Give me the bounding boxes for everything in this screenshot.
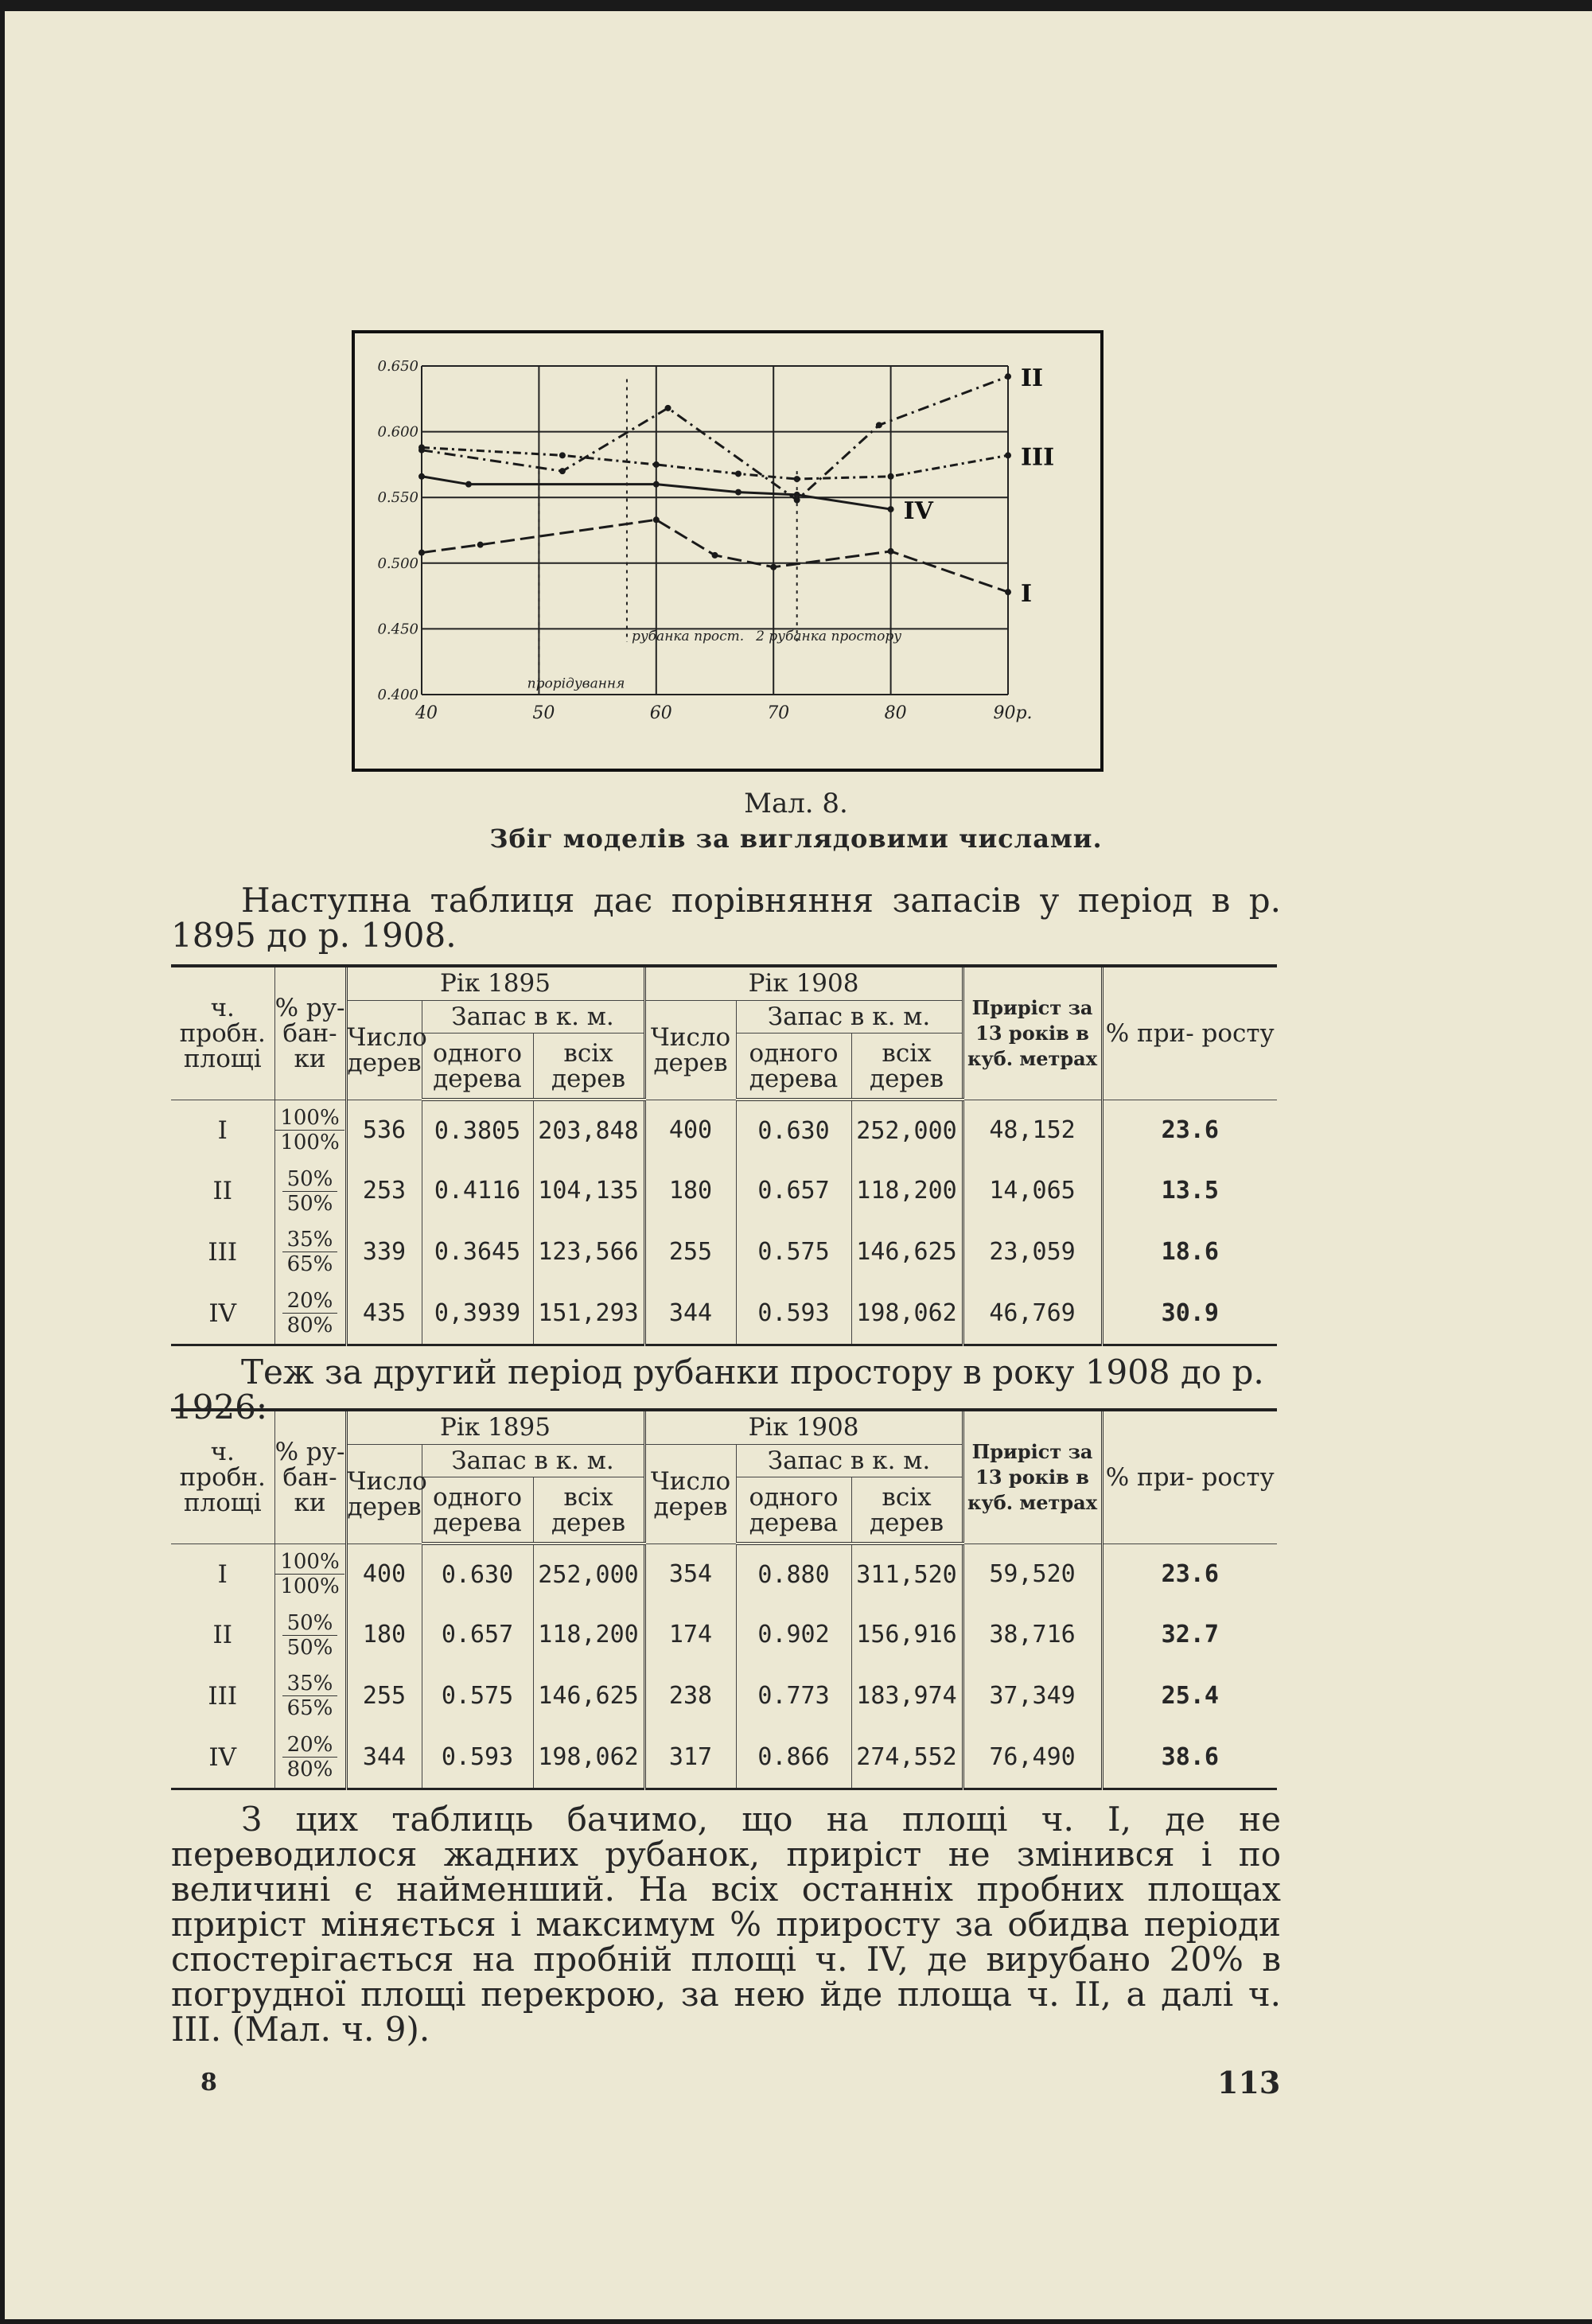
- cell-count-b: 354: [644, 1543, 736, 1605]
- cut-pct-bottom: 50%: [286, 1191, 333, 1216]
- signature-mark: 8: [200, 2069, 217, 2096]
- header-cut-pct: % ру- бан- ки: [274, 966, 346, 1100]
- cell-count-b: 344: [644, 1283, 736, 1345]
- page-number: 113: [1217, 2065, 1281, 2100]
- table-row: [171, 1605, 1277, 1665]
- table-row: [171, 1543, 1277, 1605]
- series-label: II: [1021, 364, 1044, 393]
- cell-growth: 59,520: [963, 1543, 1102, 1605]
- cut-pct-bottom: 100%: [280, 1575, 340, 1599]
- cell-growth: 76,490: [963, 1726, 1102, 1789]
- cell-one-tree-a: 0.630: [422, 1543, 533, 1605]
- chart-frame: [353, 332, 1102, 770]
- figure-number: Мал. 8.: [744, 788, 848, 819]
- cell-one-tree-b: 0.630: [736, 1100, 851, 1161]
- cut-pct-bottom: 80%: [286, 1314, 333, 1338]
- scan-top-edge: [0, 0, 1592, 11]
- x-tick-label: 80: [884, 703, 907, 723]
- cell-one-tree-b: 0.593: [736, 1283, 851, 1345]
- header-pct-growth: % при- росту: [1102, 966, 1277, 1100]
- cut-pct-bottom: 100%: [280, 1131, 340, 1155]
- cell-cut-pct: [274, 1161, 346, 1221]
- conclusion-paragraph: З цих таблиць бачимо, що на площі ч. I, де не переводилося жадних рубанок, приріст не змінився і по величині є найменший. На всіх останніх пробних площах приріст міняється і максимум % приросту за обидва періоди спостерігається на пробній площі ч. IV, де вирубано 20% в погрудної площі перекрою, за нею йде площа ч. II, а далі ч. III. (Мал. ч. 9).: [171, 1800, 1281, 2049]
- header-plot: ч. пробн. площі: [171, 1410, 274, 1543]
- data-point: [712, 552, 718, 559]
- header-year-a: Рік 1895: [346, 1410, 644, 1444]
- cut-pct-top: 50%: [282, 1611, 338, 1636]
- y-tick-label: 0.550: [377, 489, 418, 507]
- header-one-tree-a: одного дерева: [422, 1034, 533, 1100]
- data-point: [559, 468, 566, 474]
- header-pct-growth: % при- росту: [1102, 1410, 1277, 1543]
- cut-pct-bottom: 65%: [286, 1696, 333, 1721]
- cell-count-b: 180: [644, 1161, 736, 1221]
- data-point: [888, 548, 894, 555]
- cell-one-tree-b: 0.773: [736, 1666, 851, 1726]
- table-row: [171, 1222, 1277, 1283]
- series-line-II: [422, 376, 1008, 500]
- header-stock-a: Запас в к. м.: [422, 1000, 644, 1033]
- cell-count-b: 174: [644, 1605, 736, 1665]
- header-growth: Приріст за 13 років в куб. метрах: [963, 1410, 1102, 1543]
- annotation-text: 2 рубанка простору: [756, 628, 902, 644]
- cell-count-b: 255: [644, 1222, 736, 1283]
- cell-one-tree-a: 0.4116: [422, 1161, 533, 1221]
- table-row: [171, 1161, 1277, 1221]
- cell-all-trees-b: 274,552: [851, 1726, 963, 1789]
- figure-chart: [352, 330, 1104, 772]
- table-row: [171, 1283, 1277, 1345]
- y-tick-label: 0.450: [377, 621, 418, 638]
- cell-all-trees-b: 146,625: [851, 1222, 963, 1283]
- data-point: [418, 473, 425, 480]
- cell-growth: 38,716: [963, 1605, 1102, 1665]
- cell-growth: 46,769: [963, 1283, 1102, 1345]
- cell-all-trees-b: 252,000: [851, 1100, 963, 1161]
- data-point: [653, 481, 660, 488]
- cell-growth: 37,349: [963, 1666, 1102, 1726]
- cell-count-a: 255: [346, 1666, 422, 1726]
- cell-cut-pct: [274, 1666, 346, 1726]
- cell-cut-pct: [274, 1605, 346, 1665]
- cell-count-a: 180: [346, 1605, 422, 1665]
- series-label: III: [1021, 443, 1055, 472]
- data-point: [477, 542, 484, 548]
- cell-count-b: 400: [644, 1100, 736, 1161]
- cell-one-tree-a: 0,3939: [422, 1283, 533, 1345]
- cell-count-a: 339: [346, 1222, 422, 1283]
- table-row: [171, 1726, 1277, 1789]
- header-count-a: Число дерев: [346, 1444, 422, 1543]
- cell-pct-growth: 23.6: [1102, 1543, 1277, 1605]
- cell-count-b: 238: [644, 1666, 736, 1726]
- data-point: [653, 516, 660, 523]
- header-stock-a: Запас в к. м.: [422, 1444, 644, 1477]
- x-tick-label: 50: [532, 703, 555, 723]
- cell-all-trees-a: 198,062: [533, 1726, 644, 1789]
- header-count-b: Число дерев: [644, 1444, 736, 1543]
- cell-plot: I: [217, 1115, 228, 1145]
- cell-count-a: 344: [346, 1726, 422, 1789]
- cut-pct-bottom: 65%: [286, 1252, 333, 1277]
- cell-all-trees-a: 104,135: [533, 1161, 644, 1221]
- data-point: [876, 422, 882, 428]
- series-label: IV: [903, 497, 933, 526]
- cut-pct-bottom: 80%: [286, 1758, 333, 1782]
- cell-one-tree-b: 0.657: [736, 1161, 851, 1221]
- table-1908-1926: [171, 1408, 1277, 1790]
- cell-plot: IV: [171, 1726, 274, 1789]
- header-one-tree-b: одного дерева: [736, 1034, 851, 1100]
- cell-pct-growth: 23.6: [1102, 1100, 1277, 1161]
- series-label: I: [1021, 580, 1033, 609]
- cell-plot: III: [208, 1681, 238, 1711]
- cell-all-trees-b: 198,062: [851, 1283, 963, 1345]
- table-1895-1908: [171, 964, 1277, 1346]
- cell-all-trees-a: 123,566: [533, 1222, 644, 1283]
- annotation-text: прорідування: [527, 675, 625, 692]
- cut-pct-top: 100%: [275, 1550, 344, 1575]
- intro-paragraph: Наступна таблиця дає порівняння запасів у період в р. 1895 до р. 1908.: [171, 881, 1281, 955]
- cell-pct-growth: 25.4: [1102, 1666, 1277, 1726]
- cell-one-tree-a: 0.3805: [422, 1100, 533, 1161]
- header-count-b: Число дерев: [644, 1000, 736, 1100]
- cell-growth: 23,059: [963, 1222, 1102, 1283]
- table-row: [171, 1666, 1277, 1726]
- cell-growth: 14,065: [963, 1161, 1102, 1221]
- cell-count-a: 400: [346, 1543, 422, 1605]
- data-point: [735, 470, 742, 477]
- cell-all-trees-a: 146,625: [533, 1666, 644, 1726]
- x-tick-label: 90р.: [993, 703, 1033, 723]
- header-year-a: Рік 1895: [346, 966, 644, 1000]
- cell-plot: I: [217, 1559, 228, 1589]
- cell-pct-growth: 18.6: [1102, 1222, 1277, 1283]
- data-point: [653, 461, 660, 468]
- cell-plot: IV: [171, 1283, 274, 1345]
- data-point: [888, 473, 894, 480]
- header-all-trees-b: всіх дерев: [851, 1477, 963, 1543]
- header-one-tree-a: одного дерева: [422, 1477, 533, 1543]
- between-paragraph: Теж за другий період рубанки простору в року 1908 до р. 1926:: [171, 1353, 1264, 1427]
- cell-count-a: 253: [346, 1161, 422, 1221]
- header-year-b: Рік 1908: [644, 1410, 963, 1444]
- data-point: [418, 550, 425, 556]
- cell-all-trees-b: 156,916: [851, 1605, 963, 1665]
- cut-pct-top: 35%: [282, 1672, 338, 1696]
- cell-count-b: 317: [644, 1726, 736, 1789]
- x-tick-label: 40: [415, 703, 438, 723]
- cell-growth: 48,152: [963, 1100, 1102, 1161]
- y-tick-label: 0.600: [377, 423, 418, 441]
- data-point: [418, 444, 425, 450]
- cell-all-trees-a: 203,848: [533, 1100, 644, 1161]
- data-point: [1005, 452, 1011, 458]
- cut-pct-top: 20%: [282, 1289, 338, 1314]
- cell-one-tree-b: 0.902: [736, 1605, 851, 1665]
- cell-cut-pct: [274, 1726, 346, 1789]
- cell-one-tree-b: 0.866: [736, 1726, 851, 1789]
- header-count-a: Число дерев: [346, 1000, 422, 1100]
- cell-one-tree-b: 0.575: [736, 1222, 851, 1283]
- data-point: [1005, 373, 1011, 380]
- x-tick-label: 60: [649, 703, 672, 723]
- cell-all-trees-b: 183,974: [851, 1666, 963, 1726]
- cell-cut-pct: [274, 1100, 346, 1161]
- data-point: [465, 481, 472, 488]
- cell-count-a: 536: [346, 1100, 422, 1161]
- y-tick-label: 0.500: [377, 555, 418, 572]
- cell-plot: II: [212, 1177, 232, 1206]
- table-row: [171, 1100, 1277, 1161]
- cut-pct-bottom: 50%: [286, 1635, 333, 1660]
- annotation-text: рубанка прост.: [631, 628, 745, 644]
- data-point: [1005, 589, 1011, 595]
- cell-one-tree-b: 0.880: [736, 1543, 851, 1605]
- header-stock-b: Запас в к. м.: [736, 1000, 963, 1033]
- header-all-trees-b: всіх дерев: [851, 1034, 963, 1100]
- cell-pct-growth: 30.9: [1102, 1283, 1277, 1345]
- cut-pct-top: 35%: [282, 1228, 338, 1252]
- cell-plot: III: [208, 1237, 238, 1267]
- cut-pct-top: 100%: [275, 1106, 344, 1131]
- header-all-trees-a: всіх дерев: [533, 1477, 644, 1543]
- cut-pct-top: 20%: [282, 1733, 338, 1758]
- x-tick-label: 70: [767, 703, 790, 723]
- data-point: [735, 489, 742, 496]
- header-one-tree-b: одного дерева: [736, 1477, 851, 1543]
- cell-cut-pct: [274, 1543, 346, 1605]
- cell-count-a: 435: [346, 1283, 422, 1345]
- cut-pct-top: 50%: [282, 1167, 338, 1192]
- data-point: [665, 405, 671, 411]
- cell-cut-pct: [274, 1283, 346, 1345]
- header-stock-b: Запас в к. м.: [736, 1444, 963, 1477]
- figure-title: Збіг моделів за виглядовими числами.: [489, 823, 1103, 854]
- data-point: [888, 506, 894, 512]
- cell-all-trees-a: 151,293: [533, 1283, 644, 1345]
- cell-cut-pct: [274, 1222, 346, 1283]
- cell-pct-growth: 38.6: [1102, 1726, 1277, 1789]
- cell-one-tree-a: 0.657: [422, 1605, 533, 1665]
- cell-pct-growth: 32.7: [1102, 1605, 1277, 1665]
- data-point: [559, 452, 566, 458]
- cell-pct-growth: 13.5: [1102, 1161, 1277, 1221]
- header-growth: Приріст за 13 років в куб. метрах: [963, 966, 1102, 1100]
- scan-bottom-edge: [0, 2319, 1592, 2324]
- chart-svg: [352, 330, 1104, 772]
- header-cut-pct: % ру- бан- ки: [274, 1410, 346, 1543]
- cell-all-trees-a: 252,000: [533, 1543, 644, 1605]
- cell-one-tree-a: 0.3645: [422, 1222, 533, 1283]
- cell-all-trees-b: 118,200: [851, 1161, 963, 1221]
- cell-one-tree-a: 0.575: [422, 1666, 533, 1726]
- cell-all-trees-a: 118,200: [533, 1605, 644, 1665]
- cell-plot: II: [212, 1621, 232, 1650]
- y-tick-label: 0.400: [377, 687, 418, 703]
- y-tick-label: 0.650: [377, 358, 418, 375]
- scan-left-edge: [0, 0, 5, 2324]
- header-all-trees-a: всіх дерев: [533, 1034, 644, 1100]
- header-plot: ч. пробн. площі: [171, 966, 274, 1100]
- series-line-III: [422, 447, 1008, 479]
- cell-one-tree-a: 0.593: [422, 1726, 533, 1789]
- data-point: [770, 564, 777, 570]
- header-year-b: Рік 1908: [644, 966, 963, 1000]
- cell-all-trees-b: 311,520: [851, 1543, 963, 1605]
